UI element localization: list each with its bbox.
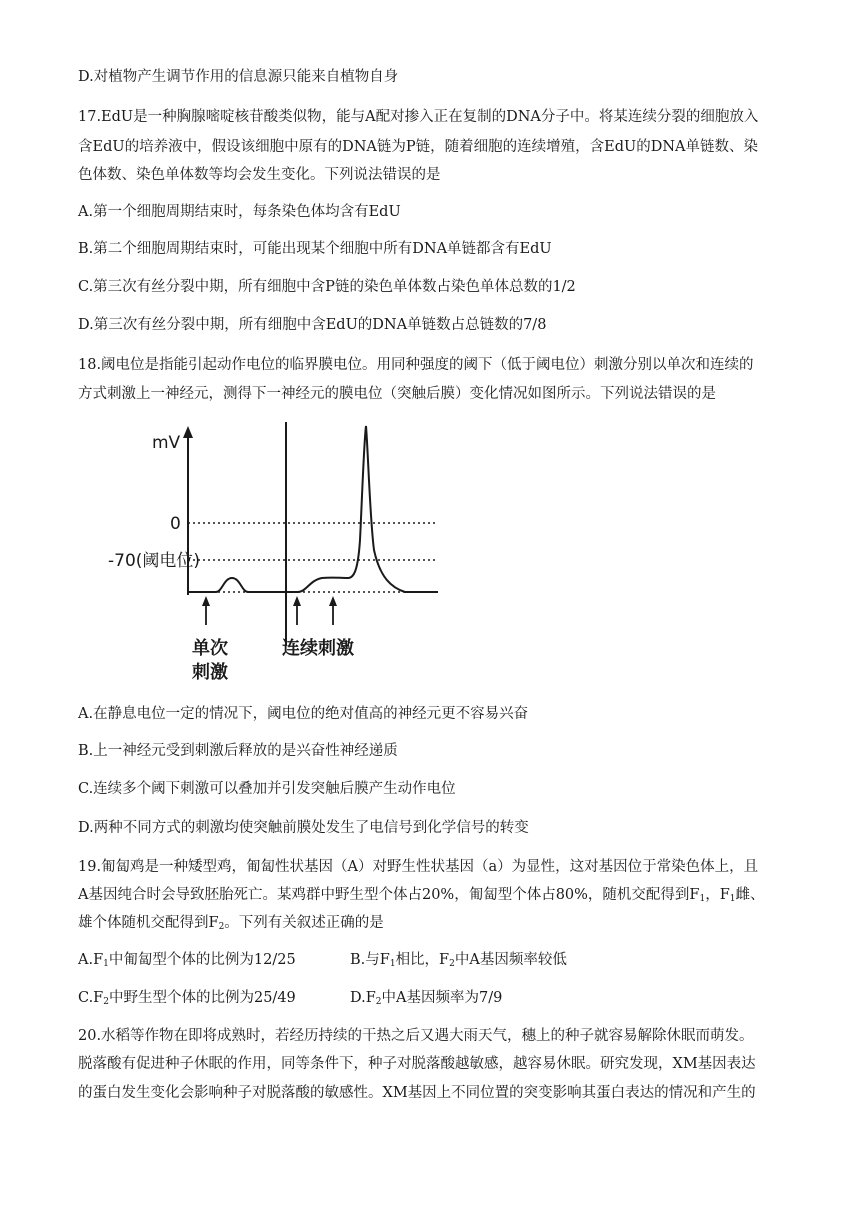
- q18-stem-line-2: 方式刺激上一神经元，测得下一神经元的膜电位（突触后膜）变化情况如图所示。下列说法错误的是: [78, 386, 716, 402]
- q17-option-b: B.第二个细胞周期结束时，可能出现某个细胞中所有DNA单链都含有EdU: [78, 241, 552, 257]
- q19-option-c: $C.F_2$中野生型个体的比例为25/49: [78, 990, 296, 1007]
- membrane-potential-trace: [188, 426, 438, 592]
- threshold-label: -70(阈电位): [108, 551, 201, 571]
- q17-option-c: C.第三次有丝分裂中期，所有细胞中含P链的染色单体数占染色单体总数的1/2: [78, 279, 576, 295]
- q17-option-a: A.第一个细胞周期结束时，每条染色体均含有EdU: [78, 204, 401, 220]
- membrane-potential-figure: [108, 420, 450, 690]
- continuous-stimulus-arrow-1-icon: [293, 596, 301, 606]
- q18-option-c: C.连续多个阈下刺激可以叠加并引发突触后膜产生动作电位: [78, 781, 456, 797]
- q18-stem-line-1: 18.阈电位是指能引起动作电位的临界膜电位。用同种强度的阈下（低于阈电位）刺激分别以单次和连续的: [78, 357, 754, 373]
- q20-stem-line-2: 脱落酸有促进种子休眠的作用，同等条件下，种子对脱落酸越敏感，越容易休眠。研究发现，XM基因表达: [78, 1056, 756, 1072]
- y-axis-arrow-icon: [183, 426, 193, 438]
- q18-option-a: A.在静息电位一定的情况下，阈电位的绝对值高的神经元更不容易兴奋: [78, 706, 529, 722]
- zero-label: 0: [170, 514, 181, 534]
- q17-stem-line-3: 色体数、染色单体数等均会发生变化。下列说法错误的是: [78, 167, 441, 183]
- q17-stem-line-2: 含EdU的培养液中，假设该细胞中原有的DNA链为P链，随着细胞的连续增殖，含EdU的DNA单链数、染: [78, 139, 758, 155]
- q19-stem-line-1: 19.匍匐鸡是一种矮型鸡，匍匐性状基因（A）对野生性状基因（a）为显性，这对基因位于常染色体上，且: [78, 859, 759, 875]
- continuous-stimulus-arrow-2-icon: [329, 596, 337, 606]
- q19-option-a: $A.F_1$中匍匐型个体的比例为12/25: [78, 952, 296, 969]
- y-axis-unit-label: mV: [152, 433, 181, 453]
- single-stimulus-label-line-2: 刺激: [192, 662, 228, 683]
- q19-stem-line-2: A基因纯合时会导致胚胎死亡。某鸡群中野生型个体占20%，匍匐型个体占80%，随机交配得到$F_1$，$F_1$雌、: [78, 887, 765, 904]
- q19-option-b: B.与$F_1$相比，$F_2$中A基因频率较低: [350, 952, 567, 969]
- q20-stem-line-1: 20.水稻等作物在即将成熟时，若经历持续的干热之后又遇大雨天气，穗上的种子就容易解除休眠而萌发。: [78, 1028, 754, 1044]
- q20-stem-line-3: 的蛋白发生变化会影响种子对脱落酸的敏感性。XM基因上不同位置的突变影响其蛋白表达的情况和产生的: [78, 1085, 756, 1101]
- q17-stem-line-1: 17.EdU是一种胸腺嘧啶核苷酸类似物，能与A配对掺入正在复制的DNA分子中。将某连续分裂的细胞放入: [78, 109, 759, 125]
- q17-option-d: D.第三次有丝分裂中期，所有细胞中含EdU的DNA单链数占总链数的7/8: [78, 317, 547, 333]
- q18-option-d: D.两种不同方式的刺激均使突触前膜处发生了电信号到化学信号的转变: [78, 820, 529, 836]
- continuous-stimulus-label: 连续刺激: [282, 638, 354, 659]
- q18-option-b: B.上一神经元受到刺激后释放的是兴奋性神经递质: [78, 743, 398, 759]
- single-stimulus-arrow-icon: [202, 596, 210, 606]
- q19-option-d: $D.F_2$中A基因频率为7/9: [350, 990, 503, 1007]
- single-stimulus-label-line-1: 单次: [192, 638, 228, 659]
- q16-option-d: D.对植物产生调节作用的信息源只能来自植物自身: [78, 69, 399, 85]
- q19-stem-line-3: 雄个体随机交配得到$F_2$。下列有关叙述正确的是: [78, 915, 384, 932]
